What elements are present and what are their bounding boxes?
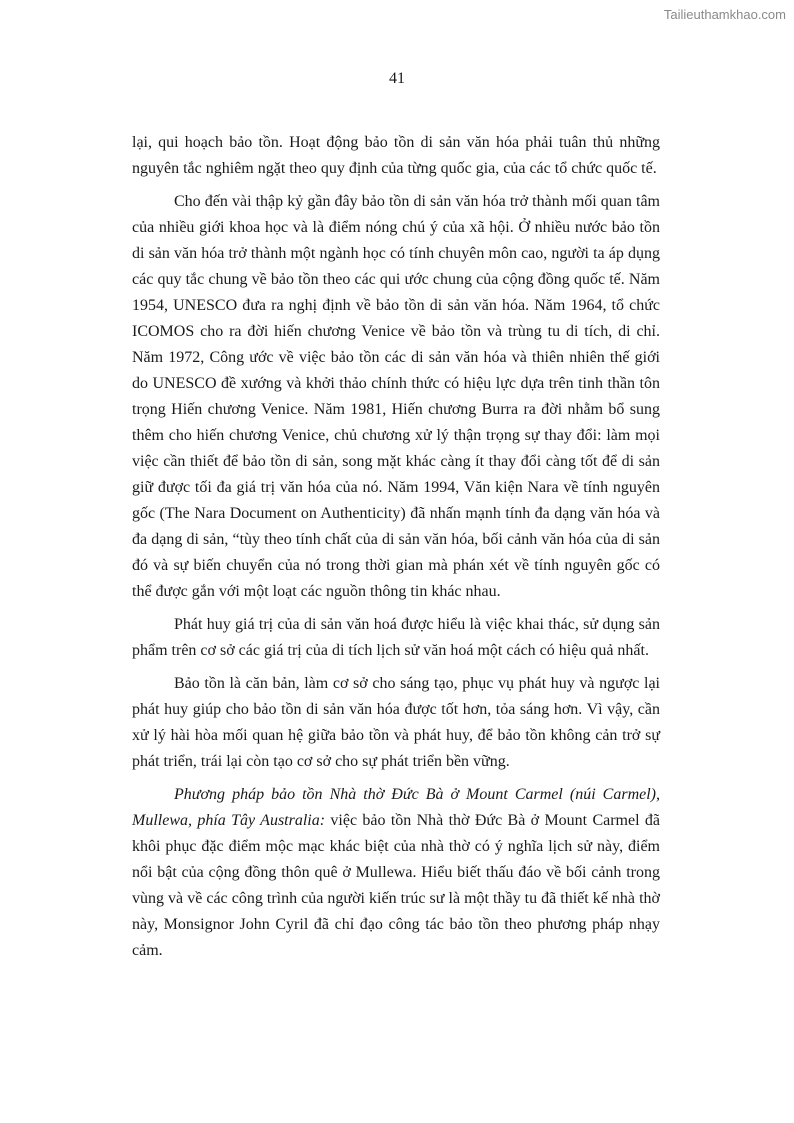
paragraph-5-text: việc bảo tồn Nhà thờ Đức Bà ở Mount Carmel đã khôi phục đặc điểm mộc mạc khác biệt của nhà thờ có ý nghĩa lịch sử này, điểm nổi bật của cộng đồng thôn quê ở Mullewa. Hiểu biết thấu đáo về bối cảnh trong vùng và về các công trình của người kiến trúc sư là một thầy tu đã thiết kế nhà thờ này, Monsignor John Cyril đã chỉ đạo công tác bảo tồn theo phương pháp nhạy cảm. (132, 812, 660, 959)
watermark: Tailieuthamkhao.com (663, 7, 786, 22)
paragraph-1: lại, qui hoạch bảo tồn. Hoạt động bảo tồn di sản văn hóa phải tuân thủ những nguyên tắc nghiêm ngặt theo quy định của từng quốc gia, của các tổ chức quốc tế. (132, 134, 660, 177)
page-number: 41 (389, 70, 405, 87)
paragraph-5 (132, 782, 660, 964)
paragraph-2: Cho đến vài thập kỷ gần đây bảo tồn di sản văn hóa trở thành mối quan tâm của nhiều giới khoa học và là điểm nóng chú ý của xã hội. Ở nhiều nước bảo tồn di sản văn hóa trở thành một ngành học có tính chuyên môn cao, người ta áp dụng các quy tắc chung về bảo tồn theo các qui ước chung của cộng đồng quốc tế. Năm 1954, UNESCO đưa ra nghị định về bảo tồn di sản văn hóa. Năm 1964, tổ chức ICOMOS cho ra đời hiến chương Venice về bảo tồn và trùng tu di tích, di chỉ. Năm 1972, Công ước về việc bảo tồn các di sản văn hóa và thiên nhiên thế giới do UNESCO đề xướng và khởi thảo chính thức có hiệu lực dựa trên tinh thần tôn trọng Hiến chương Venice. Năm 1981, Hiến chương Burra ra đời nhằm bổ sung thêm cho hiến chương Venice, chủ chương xử lý thận trọng sự thay đổi: làm mọi việc cần thiết để bảo tồn di sản, song mặt khác càng ít thay đổi càng tốt để di sản giữ được tối đa giá trị văn hóa của nó. Năm 1994, Văn kiện Nara về tính nguyên gốc (The Nara Document on Authenticity) đã nhấn mạnh tính đa dạng văn hóa và đa dạng di sản, “tùy theo tính chất của di sản văn hóa, bối cảnh văn hóa của di sản đó và sự biến chuyển của nó trong thời gian mà phán xét về tính nguyên gốc có thể được gắn với một loạt các nguồn thông tin khác nhau. (132, 193, 660, 600)
paragraph-4: Bảo tồn là căn bản, làm cơ sở cho sáng tạo, phục vụ phát huy và ngược lại phát huy giúp cho bảo tồn di sản văn hóa được tốt hơn, tỏa sáng hơn. Vì vậy, cần xử lý hài hòa mối quan hệ giữa bảo tồn và phát huy, để bảo tồn không cản trở sự phát triển, trái lại còn tạo cơ sở cho sự phát triển bền vững. (132, 675, 660, 770)
document-body (132, 130, 660, 971)
paragraph-5-heading: Phương pháp bảo tồn Nhà thờ Đức Bà ở Mount Carmel (núi Carmel), Mullewa, phía Tây Australia: (132, 786, 660, 829)
paragraph-3: Phát huy giá trị của di sản văn hoá được hiểu là việc khai thác, sử dụng sản phẩm trên cơ sở các giá trị của di tích lịch sử văn hoá một cách có hiệu quả nhất. (132, 616, 660, 659)
